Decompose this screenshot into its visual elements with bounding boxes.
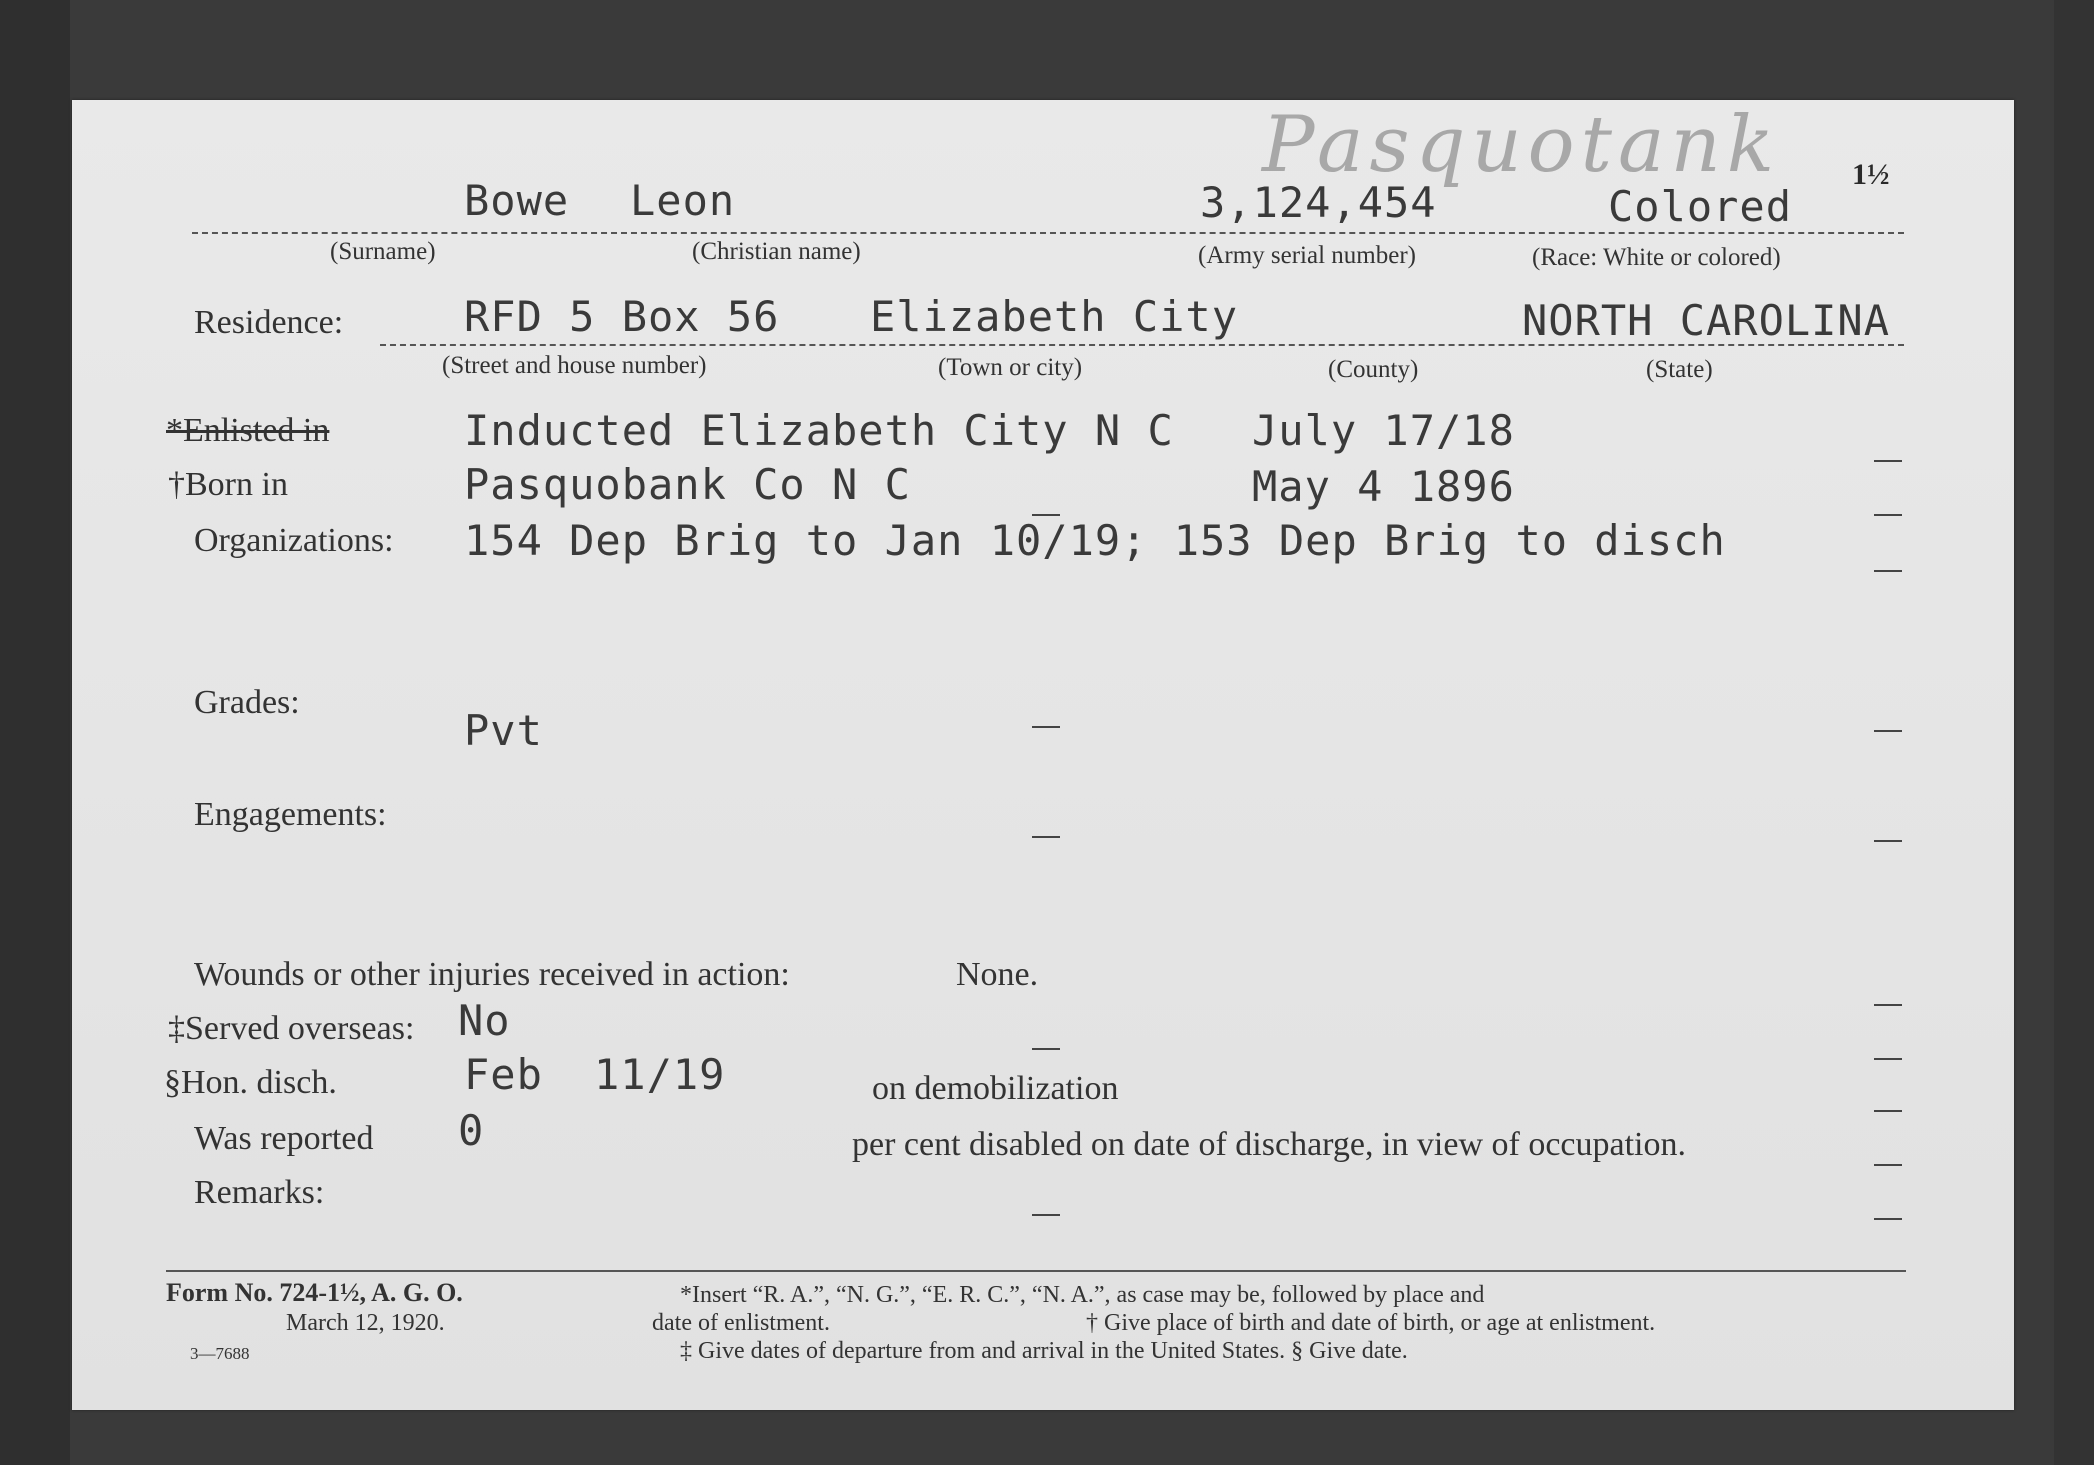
- form-number: Form No. 724-1½, A. G. O.: [166, 1278, 463, 1307]
- race-caption: (Race: White or colored): [1532, 244, 1781, 271]
- overseas-value: No: [458, 996, 511, 1045]
- handwritten-county: Pasquotank: [1262, 100, 1780, 190]
- footnote-3: ‡ Give dates of departure from and arrival in the United States. § Give date.: [680, 1338, 1408, 1364]
- residence-town-value: Elizabeth City: [870, 292, 1239, 341]
- engagements-dash-middle: [1032, 836, 1060, 838]
- born-dash: [1874, 514, 1902, 516]
- enlisted-dash: [1874, 460, 1902, 462]
- engagements-label: Engagements:: [194, 796, 387, 833]
- reported-text: per cent disabled on date of discharge, in view of occupation.: [852, 1126, 1686, 1163]
- residence-street-value: RFD 5 Box 56: [464, 292, 780, 341]
- discharge-reason: on demobilization: [872, 1070, 1119, 1107]
- grades-label: Grades:: [194, 684, 300, 721]
- service-record-card: [72, 100, 2014, 1410]
- discharge-label: §Hon. disch.: [164, 1064, 337, 1101]
- footnote-2: † Give place of birth and date of birth, or age at enlistment.: [1086, 1310, 1656, 1336]
- discharge-dash: [1874, 1110, 1902, 1112]
- discharge-month-value: Feb: [464, 1050, 543, 1099]
- header-line: [192, 232, 1904, 234]
- street-caption: (Street and house number): [442, 352, 707, 379]
- town-caption: (Town or city): [938, 354, 1083, 381]
- reported-dash: [1874, 1164, 1902, 1166]
- organizations-value: 154 Dep Brig to Jan 10/19; 153 Dep Brig to disch: [464, 516, 1726, 565]
- born-date-value: May 4 1896: [1252, 462, 1515, 511]
- serial-number-value: 3,124,454: [1200, 178, 1437, 227]
- state-caption: (State): [1646, 356, 1713, 383]
- footnote-1b: date of enlistment.: [652, 1310, 830, 1336]
- christian-name-caption: (Christian name): [692, 238, 861, 265]
- wounds-label: Wounds or other injuries received in action:: [194, 956, 790, 993]
- enlisted-place-value: Inducted Elizabeth City N C: [464, 406, 1174, 455]
- enlisted-date-value: July 17/18: [1252, 406, 1515, 455]
- background-right: [2054, 0, 2094, 1465]
- wounds-value: None.: [956, 956, 1039, 993]
- reported-value: 0: [458, 1106, 485, 1155]
- residence-line: [380, 344, 1904, 346]
- footnote-1a: *Insert “R. A.”, “N. G.”, “E. R. C.”, “N. A.”, as case may be, followed by place and: [680, 1282, 1485, 1308]
- print-code: 3—7688: [190, 1344, 250, 1363]
- discharge-date-value: 11/19: [594, 1050, 726, 1099]
- overseas-dash: [1874, 1058, 1902, 1060]
- county-caption: (County): [1328, 356, 1419, 383]
- overseas-label: ‡Served overseas:: [168, 1010, 415, 1047]
- born-place-value: Pasquobank Co N C: [464, 460, 911, 509]
- organizations-dash: [1874, 570, 1902, 572]
- form-date: March 12, 1920.: [286, 1310, 445, 1336]
- surname-value: Bowe: [464, 176, 570, 225]
- race-value: Colored: [1608, 182, 1793, 231]
- residence-label: Residence:: [194, 304, 344, 341]
- enlisted-label: *Enlisted in: [166, 412, 330, 449]
- grades-dash-middle: [1032, 726, 1060, 728]
- reported-label: Was reported: [194, 1120, 374, 1157]
- grades-dash: [1874, 730, 1902, 732]
- engagements-dash: [1874, 840, 1902, 842]
- residence-state-value: NORTH CAROLINA: [1522, 296, 1891, 345]
- grades-value: Pvt: [464, 706, 543, 755]
- footer-divider: [166, 1270, 1906, 1272]
- christian-name-value: Leon: [630, 176, 736, 225]
- overseas-dash-middle: [1032, 1048, 1060, 1050]
- remarks-dash-middle: [1032, 1214, 1060, 1216]
- remarks-label: Remarks:: [194, 1174, 325, 1211]
- card-number: 1½: [1852, 158, 1890, 191]
- born-label: †Born in: [168, 466, 288, 503]
- background-left: [0, 0, 70, 1465]
- serial-caption: (Army serial number): [1198, 242, 1416, 269]
- remarks-dash: [1874, 1218, 1902, 1220]
- wounds-dash: [1874, 1004, 1902, 1006]
- organizations-label: Organizations:: [194, 522, 394, 559]
- surname-caption: (Surname): [330, 238, 436, 265]
